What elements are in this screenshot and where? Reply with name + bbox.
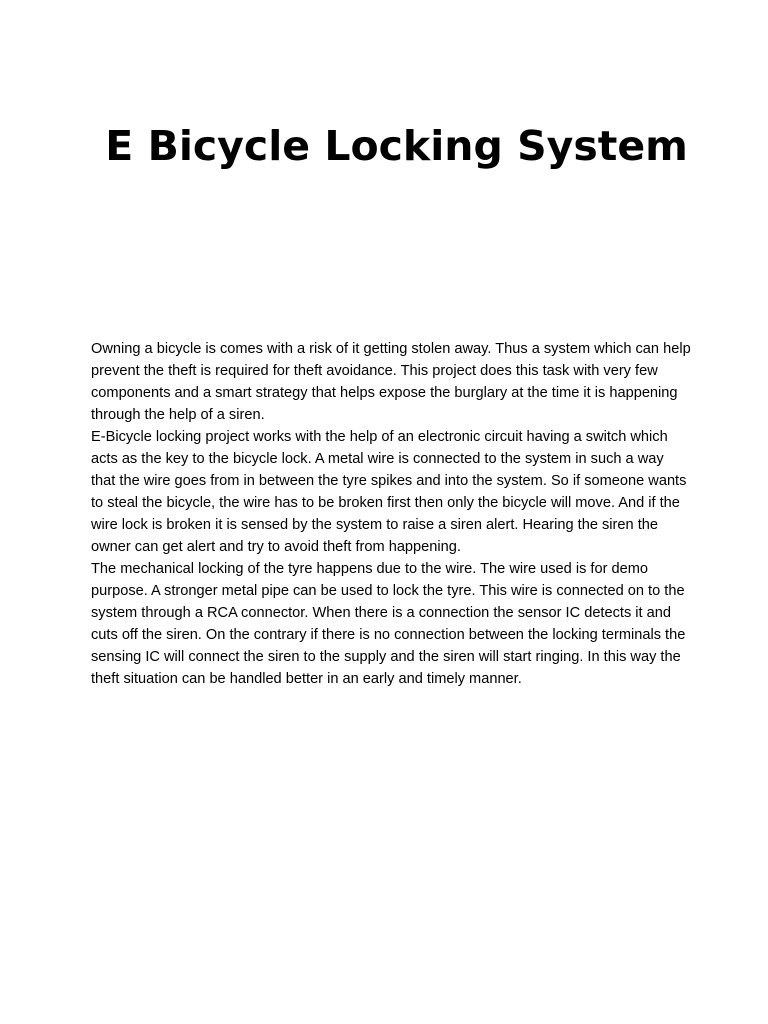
paragraph-how-it-works: E-Bicycle locking project works with the help of an electronic circuit having a switch which acts as the key to the bicycle lock. A metal wire is connected to the system in such a way that the wire goes from in between the tyre spikes and into the system. So if someone wants to steal the bicycle, the wire has to be broken first then only the bicycle will move. And if the wire lock is broken it is sensed by the system to raise a siren alert. Hearing the siren the owner can get alert and try to avoid theft from happening. (91, 429, 687, 555)
document-body (91, 338, 691, 690)
paragraph-intro: Owning a bicycle is comes with a risk of it getting stolen away. Thus a system which can help prevent the theft is required for theft avoidance. This project does this task with very few components and a smart strategy that helps expose the burglary at the time it is happening through the help of a siren. (91, 341, 691, 423)
paragraph-mechanical-locking: The mechanical locking of the tyre happens due to the wire. The wire used is for demo purpose. A stronger metal pipe can be used to lock the tyre. This wire is connected on to the system through a RCA connector. When there is a connection the sensor IC detects it and cuts off the siren. On the contrary if there is no connection between the locking terminals the sensing IC will connect the siren to the supply and the siren will start ringing. In this way the theft situation can be handled better in an early and timely manner. (91, 561, 686, 687)
document-title: E Bicycle Locking System (91, 122, 688, 170)
